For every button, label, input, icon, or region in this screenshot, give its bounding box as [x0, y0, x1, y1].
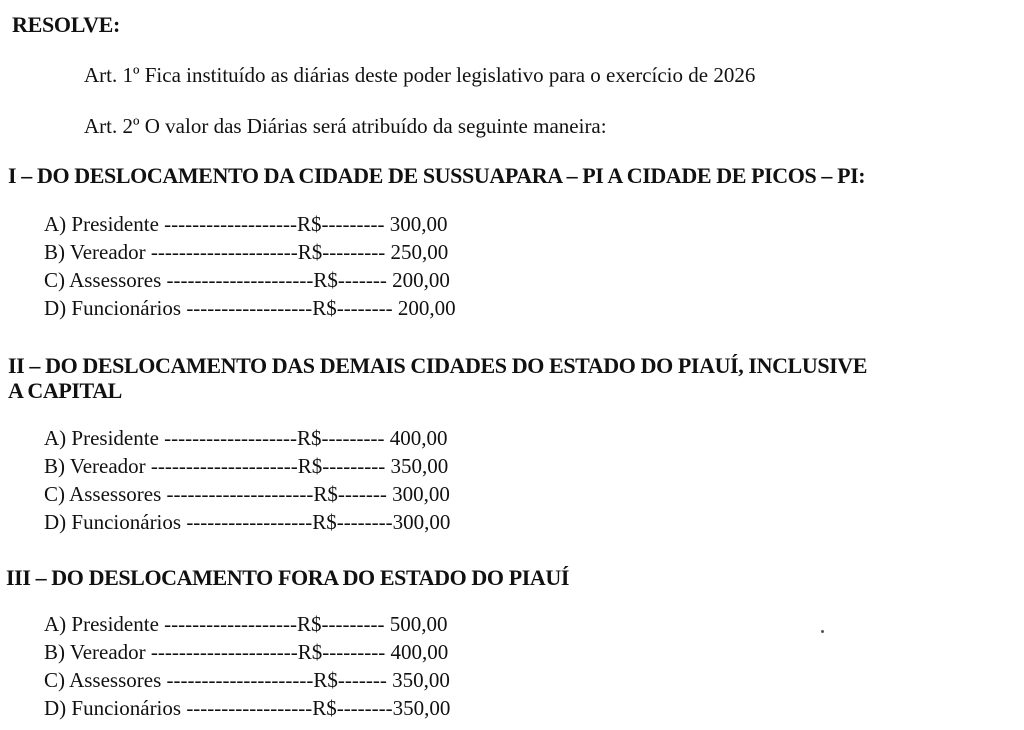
list-item: D) Funcionários ------------------R$--------350,00	[44, 696, 451, 720]
section-1-list	[44, 210, 456, 322]
section-2-title-cont: A CAPITAL	[8, 378, 122, 403]
resolve-heading: RESOLVE:	[12, 12, 121, 37]
list-item: A) Presidente -------------------R$--------- 400,00	[44, 426, 448, 450]
list-item: D) Funcionários ------------------R$--------300,00	[44, 510, 451, 534]
section-3-list	[44, 610, 450, 722]
scan-speck	[821, 630, 824, 633]
article-2: Art. 2º O valor das Diárias será atribuído da seguinte maneira:	[84, 114, 607, 138]
list-item: B) Vereador ---------------------R$--------- 250,00	[44, 240, 449, 264]
list-item: B) Vereador ---------------------R$--------- 400,00	[44, 640, 449, 664]
section-2-title: II – DO DESLOCAMENTO DAS DEMAIS CIDADES DO ESTADO DO PIAUÍ, INCLUSIVE	[8, 353, 868, 378]
section-3-title: III – DO DESLOCAMENTO FORA DO ESTADO DO PIAUÍ	[6, 565, 570, 590]
list-item: A) Presidente -------------------R$--------- 300,00	[44, 212, 448, 236]
list-item: C) Assessores ---------------------R$------- 350,00	[44, 668, 450, 692]
list-item: A) Presidente -------------------R$--------- 500,00	[44, 612, 448, 636]
list-item: C) Assessores ---------------------R$------- 200,00	[44, 268, 450, 292]
section-1-title: I – DO DESLOCAMENTO DA CIDADE DE SUSSUAPARA – PI A CIDADE DE PICOS – PI:	[8, 163, 866, 188]
list-item: C) Assessores ---------------------R$------- 300,00	[44, 482, 450, 506]
list-item: B) Vereador ---------------------R$--------- 350,00	[44, 454, 449, 478]
list-item: D) Funcionários ------------------R$-------- 200,00	[44, 296, 456, 320]
article-1: Art. 1º Fica instituído as diárias deste poder legislativo para o exercício de 2026	[84, 63, 756, 87]
section-2-list	[44, 424, 450, 536]
